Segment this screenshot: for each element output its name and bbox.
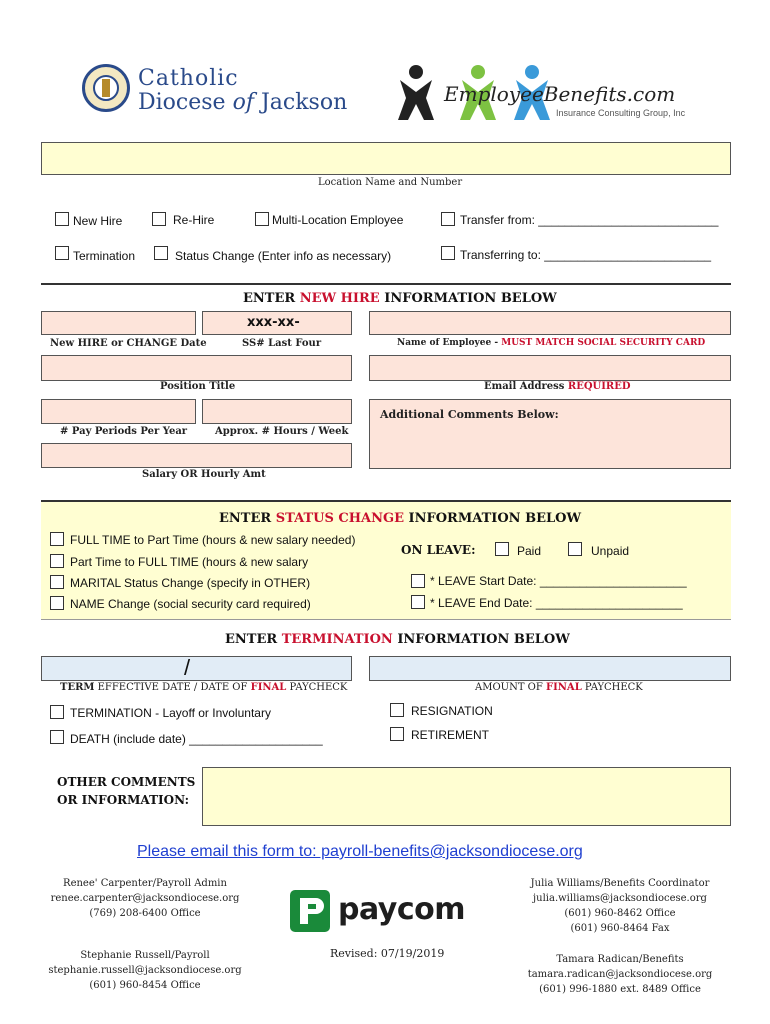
employee-name-field[interactable] [369,311,731,335]
employee-name-caption: Name of Employee - MUST MATCH SOCIAL SECURITY CARD [397,338,706,348]
position-title-caption: Position Title [160,381,236,392]
transfer-from-checkbox[interactable] [441,212,455,226]
eb-logo-text: EmployeeBenefits.com [444,82,676,106]
employee-benefits-logo [396,62,686,124]
eb-logo-subtitle: Insurance Consulting Group, Inc [556,108,686,118]
email-address-caption: Email Address REQUIRED [484,381,631,392]
retirement-label: RETIREMENT [411,728,489,742]
death-checkbox[interactable] [50,730,64,744]
termination-label: Termination [73,249,136,263]
location-field[interactable] [41,142,731,175]
diocese-name-line1: Catholic [138,66,239,91]
location-caption: Location Name and Number [318,177,463,188]
pay-periods-field[interactable] [41,399,196,424]
status-change-heading: ENTER STATUS CHANGE INFORMATION BELOW [219,511,582,526]
contact-williams: Julia Williams/Benefits Coordinator julia.williams@jacksondiocese.org (601) 960-8462 Office (601) 960-8464 Fax [530,878,710,934]
unpaid-checkbox[interactable] [568,542,582,556]
rehire-label: Re-Hire [173,213,215,227]
salary-caption: Salary OR Hourly Amt [142,469,266,480]
additional-comments-label: Additional Comments Below: [380,408,559,421]
diocese-name-line2: Diocese of Jackson [138,90,348,115]
transfer-from-label: Transfer from: ___________________________ [460,213,719,227]
on-leave-label: ON LEAVE: [401,543,476,557]
diocese-seal-icon [82,64,130,112]
death-label: DEATH (include date) ____________________ [70,732,323,746]
full-to-part-label: FULL TIME to Part Time (hours & new salary needed) [70,533,356,547]
multi-location-checkbox[interactable] [255,212,269,226]
status-change-checkbox[interactable] [154,246,168,260]
name-change-checkbox[interactable] [50,596,64,610]
diocese-logo [82,64,348,124]
date-separator: / [184,655,191,680]
new-hire-heading: ENTER NEW HIRE INFORMATION BELOW [243,291,557,306]
ssn-value: xxx-xx- [247,315,300,330]
rehire-checkbox[interactable] [152,212,166,226]
leave-end-checkbox[interactable] [411,595,425,609]
unpaid-label: Unpaid [591,544,630,558]
part-to-full-label: Part Time to FULL TIME (hours & new salary [70,555,309,569]
submit-email-line[interactable]: Please email this form to: payroll-benefits@jacksondiocese.org [137,843,583,860]
layoff-label: TERMINATION - Layoff or Involuntary [70,706,271,720]
new-hire-label: New Hire [73,214,123,228]
resignation-checkbox[interactable] [390,703,404,717]
contact-carpenter: Renee' Carpenter/Payroll Admin renee.carpenter@jacksondiocese.org (769) 208-6400 Office [50,878,240,919]
term-dates-field[interactable] [41,656,352,681]
hours-per-week-caption: Approx. # Hours / Week [215,426,349,437]
pay-periods-caption: # Pay Periods Per Year [60,426,188,437]
position-title-field[interactable] [41,355,352,381]
multi-location-label: Multi-Location Employee [272,213,404,227]
term-dates-caption: TERM EFFECTIVE DATE / DATE OF FINAL PAYCHECK [60,682,348,693]
final-paycheck-caption: AMOUNT OF FINAL PAYCHECK [475,682,643,693]
additional-comments-field[interactable] [369,399,731,469]
marital-status-label: MARITAL Status Change (specify in OTHER) [70,576,311,590]
hours-per-week-field[interactable] [202,399,352,424]
contact-russell: Stephanie Russell/Payroll stephanie.russell@jacksondiocese.org (601) 960-8454 Office [48,950,242,991]
status-change-label: Status Change (Enter info as necessary) [175,249,392,263]
termination-heading: ENTER TERMINATION INFORMATION BELOW [225,632,570,647]
name-change-label: NAME Change (social security card required) [70,597,311,611]
other-comments-field[interactable] [202,767,731,826]
ssn-field[interactable] [202,311,352,335]
paid-checkbox[interactable] [495,542,509,556]
paycom-logo [290,888,500,936]
resignation-label: RESIGNATION [411,704,493,718]
revised-date: Revised: 07/19/2019 [330,947,445,960]
layoff-checkbox[interactable] [50,705,64,719]
leave-end-label: * LEAVE End Date: ______________________ [430,596,683,610]
ssn-caption: SS# Last Four [242,338,322,349]
leave-start-label: * LEAVE Start Date: ______________________ [430,574,687,588]
part-to-full-checkbox[interactable] [50,554,64,568]
hire-date-field[interactable] [41,311,196,335]
paid-label: Paid [517,544,542,558]
transferring-to-checkbox[interactable] [441,246,455,260]
retirement-checkbox[interactable] [390,727,404,741]
termination-checkbox[interactable] [55,246,69,260]
divider [41,283,731,285]
contact-radican: Tamara Radican/Benefits tamara.radican@jacksondiocese.org (601) 996-1880 ext. 8489 Office [527,954,713,995]
full-to-part-checkbox[interactable] [50,532,64,546]
other-comments-label: OTHER COMMENTS OR INFORMATION: [57,775,196,807]
new-hire-checkbox[interactable] [55,212,69,226]
leave-start-checkbox[interactable] [411,574,425,588]
final-paycheck-amount-field[interactable] [369,656,731,681]
paycom-wordmark: paycom [338,892,466,927]
hire-date-caption: New HIRE or CHANGE Date [50,338,207,349]
paycom-mark-icon [290,890,330,932]
salary-field[interactable] [41,443,352,468]
transferring-to-label: Transferring to: _________________________ [460,248,712,262]
email-address-field[interactable] [369,355,731,381]
marital-status-checkbox[interactable] [50,575,64,589]
